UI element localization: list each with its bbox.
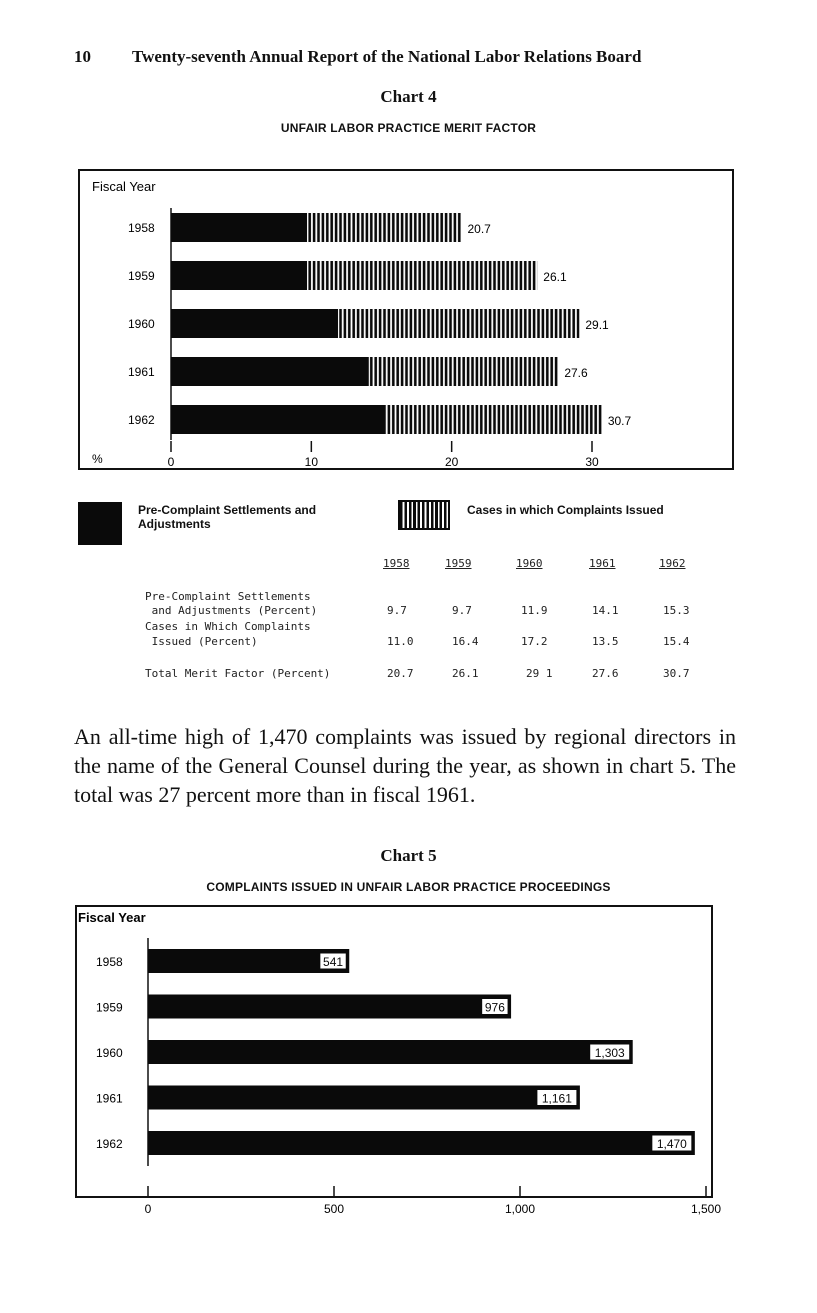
chart4-total-label: 30.7 (607, 414, 632, 428)
table-year-header: 1960 (516, 557, 543, 570)
chart5-category-label: 1961 (96, 1091, 123, 1106)
table-cell: 27.6 (592, 667, 619, 680)
chart4-category-label: 1961 (128, 365, 155, 379)
table-cell: 9.7 (387, 604, 407, 617)
chart4-total-label: 29.1 (585, 318, 609, 332)
chart5-y-title: Fiscal Year (78, 910, 146, 925)
table-row-label: Cases in Which Complaints (145, 620, 311, 633)
chart4-x-tick-label: 10 (304, 455, 319, 469)
chart4-title: UNFAIR LABOR PRACTICE MERIT FACTOR (280, 121, 537, 135)
chart4-category-label: 1959 (128, 269, 155, 283)
body-paragraph: An all-time high of 1,470 complaints was issued by regional directors in the name of the General Counsel during the year, as shown in chart 5. The total was 27 percent more than in fiscal 1961. (74, 724, 736, 807)
chart4-x-tick-label: 30 (585, 455, 599, 469)
table-row-label: and Adjustments (Percent) (145, 604, 318, 617)
chart5-title: COMPLAINTS ISSUED IN UNFAIR LABOR PRACTICE PROCEEDINGS (206, 880, 611, 894)
table-cell: 11.9 (521, 604, 548, 617)
chart4-category-label: 1962 (128, 413, 155, 427)
table-cell: 16.4 (452, 635, 479, 648)
chart5-heading: Chart 5 (380, 846, 437, 865)
table-cell: 9.7 (452, 604, 472, 617)
page-number: 10 (74, 47, 91, 66)
table-cell: 30.7 (663, 667, 690, 680)
chart5-x-tick-label: 0 (144, 1202, 152, 1216)
chart4-category-label: 1960 (128, 317, 155, 331)
chart5-category-label: 1962 (96, 1137, 123, 1151)
chart5-value-label: 1,161 (541, 1091, 572, 1106)
table-row-label: Total Merit Factor (Percent) (145, 667, 331, 680)
chart4-x-tick-label: 0 (167, 455, 175, 469)
chart5-value-label: 541 (323, 955, 344, 969)
table-cell: 15.4 (663, 635, 690, 648)
legend-hatched-label: Cases in which Complaints Issued (467, 503, 664, 517)
table-cell: 11.0 (387, 635, 414, 648)
chart5-x-tick-label: 1,500 (690, 1202, 722, 1216)
chart4-category-label: 1958 (128, 221, 155, 235)
table-row-label: Pre-Complaint Settlements (145, 590, 311, 603)
legend-solid-label: Pre-Complaint Settlements and Adjustments (138, 503, 317, 531)
chart5-bar (148, 995, 511, 1019)
chart5-bar (148, 1131, 695, 1155)
chart5-value-label: 976 (484, 1000, 505, 1015)
table-year-header: 1962 (659, 557, 686, 570)
table-cell: 13.5 (592, 635, 619, 648)
chart5-category-label: 1958 (96, 955, 123, 969)
table-year-header: 1961 (589, 557, 616, 570)
chart4-total-label: 26.1 (543, 270, 567, 284)
chart4-total-label: 27.6 (564, 366, 588, 380)
chart4-x-unit: % (92, 452, 103, 466)
table-cell: 29 1 (526, 667, 553, 680)
running-title: Twenty-seventh Annual Report of the National Labor Relations Board (132, 47, 642, 66)
chart4-y-title: Fiscal Year (92, 179, 156, 194)
chart5-category-label: 1960 (96, 1046, 123, 1060)
chart5-bar (148, 1040, 633, 1064)
table-cell: 17.2 (521, 635, 548, 648)
chart5-x-tick-label: 500 (323, 1202, 345, 1216)
table-cell: 26.1 (452, 667, 479, 680)
table-year-header: 1959 (445, 557, 472, 570)
table-cell: 15.3 (663, 604, 690, 617)
table-cell: 20.7 (387, 667, 414, 680)
table-cell: 14.1 (592, 604, 619, 617)
chart5-value-label: 1,470 (656, 1137, 687, 1151)
table-year-header: 1958 (383, 557, 410, 570)
chart5-x-tick-label: 1,000 (504, 1202, 536, 1216)
chart4-heading: Chart 4 (380, 87, 437, 106)
chart4-x-tick-label: 20 (444, 455, 459, 469)
chart5-bar (148, 949, 349, 973)
chart5-bar (148, 1086, 580, 1110)
table-row-label: Issued (Percent) (145, 635, 258, 648)
chart5-category-label: 1959 (96, 1000, 123, 1015)
chart5-value-label: 1,303 (594, 1046, 625, 1060)
chart4-total-label: 20.7 (467, 222, 491, 236)
